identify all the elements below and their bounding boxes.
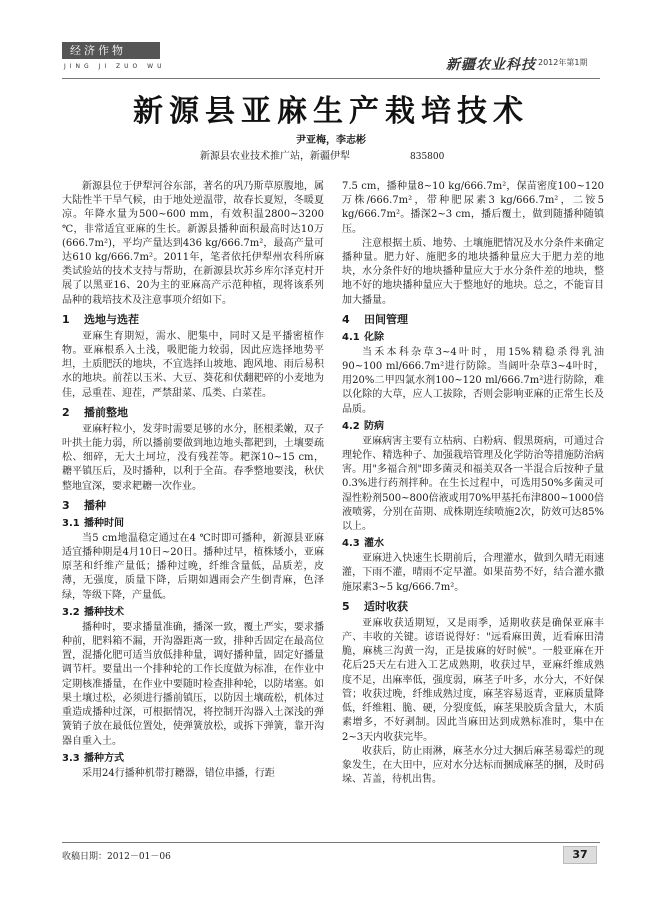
section-heading xyxy=(62,498,324,514)
body-paragraph: 亚麻籽粒小，发芽时需要足够的水分，胚根柔嫩，双子叶拱土能力弱，所以播前要做到地边地头都耙到，土壤要疏松、细碎，无大土坷垃，没有残茬等。耙深10~15 cm，耱平镇压后，及时播种，以利于全苗。春季整地要浅，秋伏整地宜深，要求耙耱一次作业。 xyxy=(62,423,324,492)
section-number: 3.2 xyxy=(62,606,80,618)
body-paragraph: 7.5 cm，播种量8~10 kg/666.7m²，保苗密度100~120万株/666.7m²，带种肥尿素3 kg/666.7m²，二铵5 kg/666.7m²。播深2~3 cm，播后覆土，做到随播种随镇压。 xyxy=(342,181,604,235)
right-column xyxy=(342,180,604,787)
section-heading xyxy=(342,536,604,551)
body-paragraph: 当禾本科杂草3~4叶时，用15%精稳杀得乳油90~100 ml/666.7m²进行防除。当阔叶杂草3~4叶时，用20%二甲四氯水剂100~120 ml/666.7m²进行防除，难以化除的大草，应人工拔除，否则会影响亚麻的正常生长及品质。 xyxy=(342,346,604,415)
section-heading-text: 播种时间 xyxy=(84,517,124,529)
section-number: 4.2 xyxy=(342,420,360,432)
body-paragraph: 当5 cm地温稳定通过在4 ℃时即可播种，新源县亚麻适宜播种期是4月10日~20日。播种过早，植株矮小，亚麻原茎和纤维产量低；播种过晚，纤维含量低，品质差，皮薄，无强度，质量下降，后期如遇雨会产生倒青麻，色泽绿，等级下降，产量低。 xyxy=(62,532,324,601)
section-heading xyxy=(342,312,604,328)
section-number: 3.1 xyxy=(62,517,80,529)
page-number: 37 xyxy=(563,846,597,864)
section-number: 3 xyxy=(62,498,70,512)
section-heading-text: 灌水 xyxy=(364,538,384,550)
body-paragraph: 亚麻收获适期短，又是雨季，适期收获是确保亚麻丰产、丰收的关键。谚语说得好："远看麻田黄，近看麻田清脆，麻桃三沟黄一沟，正是拔麻的好时候"。一般亚麻在开花后25天左右进入工艺成熟期，收获过早，亚麻纤维成熟度不足，出麻率低，强度弱，麻茎子叶多，水分大，不好保管；收获过晚，纤维成熟过度，麻茎容易返青，亚麻质量降低，纤维粗、脆、硬，分裂度低，麻茎果胶质含量大，木质素增多，不好剥制。因此当麻田达到成熟标准时，集中在2~3天内收获完毕。 xyxy=(342,617,604,743)
section-heading-text: 播种方式 xyxy=(84,752,124,764)
section-heading-text: 播前整地 xyxy=(84,405,128,419)
body-paragraph: 新源县位于伊犁河谷东部，著名的巩乃斯草原腹地，属大陆性半干旱气候，由于地处逆温带，故春长夏短，冬暖夏凉。年降水量为500~600 mm，有效积温2800~3200 ℃，非常适宜亚麻的生长。新源县播种面积最高时达10万(666.7m²)，平均产量达到436 kg/666.7m²，最高产量可达610 kg/666.7m²。2011年，笔者依托伊犁州农科所麻类试验站的技术支持与帮助，在新源县坎苏乡库尔泽克村开展了以黑亚16、20为主的亚麻高产示范种植，现将该系列品种的栽培技术及注意事项介绍如下。 xyxy=(62,181,324,306)
body-paragraph: 亚麻进入快速生长期前后，合理灌水，做到久晴无雨速灌，下雨不灌，晴雨不定早灌。如果苗势不好，结合灌水撒施尿素3~5 kg/666.7m²。 xyxy=(342,553,604,593)
section-heading-text: 田间管理 xyxy=(364,312,408,326)
body-paragraph: 亚麻病害主要有立枯病、白粉病、假黑斑病，可通过合理轮作、精选种子、加强栽培管理及化学防治等措施防治病害。用"多福合剂"即多菌灵和福美双各一半混合后按种子量0.3%进行药剂拌种。在生长过程中，可选用50%多菌灵可湿性粉剂500~800倍液或用70%甲基托布津800~1000倍液喷雾，分别在苗期、成株期连续喷施2次，防效可达85%以上。 xyxy=(342,435,604,533)
section-heading-text: 播种 xyxy=(84,498,106,512)
body-paragraph: 播种时，要求播量准确，播深一致，覆土严实，要求播种前，肥料箱不漏，开沟器距离一致，排种舌固定在最高位置，混播化肥可适当放低排种量，调好播种量，固定好播量调节杆。要量出一个排种轮的工作长度做为标准，在作业中定期核准播量，在作业中要随时检查排种轮，以防堵塞。如果土壤过松，必须进行播前镇压，以防因土壤疏松，机体过重造成播种过深，可根据情况，将控制开沟器入土深浅的弹簧销子放在最低位置处，使弹簧放松，或拆下弹簧，靠开沟器自重入土。 xyxy=(62,621,324,747)
issue-label: 2012年第1期 xyxy=(538,58,588,67)
section-number: 4.3 xyxy=(342,538,360,550)
section-heading xyxy=(62,405,324,421)
section-number: 4.1 xyxy=(342,331,360,343)
section-pinyin: JING JI ZUO WU xyxy=(64,63,166,70)
section-heading xyxy=(62,751,324,766)
article-authors: 尹亚梅，李志彬 xyxy=(296,135,366,146)
section-number: 3.3 xyxy=(62,752,80,764)
article-title: 新源县亚麻生产栽培技术 xyxy=(133,94,529,129)
section-heading-text: 适时收获 xyxy=(364,599,408,613)
section-heading-text: 播种技术 xyxy=(84,606,124,618)
section-heading xyxy=(342,419,604,434)
left-column xyxy=(62,180,324,781)
section-number: 2 xyxy=(62,405,70,419)
header-divider xyxy=(62,78,600,79)
body-paragraph: 注意根据土质、地势、土壤施肥情况及水分条件来确定播种量。肥力好、施肥多的地块播种量应大于肥力差的地块，水分条件好的地块播种量应大于水分条件差的地块，整地不好的地块播种量应大于整地好的地块。总之，不能盲目加大播量。 xyxy=(342,237,604,306)
section-number: 5 xyxy=(342,599,350,613)
article-postcode: 835800 xyxy=(410,152,445,162)
body-paragraph: 收获后，防止雨淋，麻茎水分过大捆后麻茎易霉烂的现象发生，在大田中，应对水分达标而捆成麻茎的捆，及时码垛、苫盖，待机出售。 xyxy=(342,745,604,786)
received-date: 收稿日期：2012－01－06 xyxy=(62,852,171,862)
section-heading xyxy=(62,605,324,620)
section-heading-text: 防病 xyxy=(364,420,384,432)
section-number: 4 xyxy=(342,312,350,326)
body-paragraph: 采用24行播种机带打耱器，错位串播，行距 xyxy=(82,767,275,779)
section-heading-text: 选地与选茬 xyxy=(84,312,139,326)
article-affiliation: 新源县农业技术推广站，新疆伊犁 xyxy=(200,151,350,162)
section-heading xyxy=(62,516,324,531)
page-header xyxy=(0,0,662,80)
body-paragraph: 亚麻生育期短，需水、肥集中，同时又是平播密植作物。亚麻根系入土浅，吸肥能力较弱，因此应选择地势平坦，土质肥沃的地块，不宜选择山坡地、跑风地、雨后易积水的地块。前茬以玉米、大豆、葵花和伏翻耙碎的小麦地为佳，忌重茬、迎茬，严禁甜菜、瓜类、白菜茬。 xyxy=(62,330,324,399)
section-number: 1 xyxy=(62,312,70,326)
footer-divider xyxy=(62,842,600,843)
section-tag: 经济作物 xyxy=(62,42,160,59)
section-heading xyxy=(62,312,324,328)
journal-name: 新疆农业科技 xyxy=(446,57,536,73)
section-heading xyxy=(342,330,604,345)
section-heading xyxy=(342,599,604,615)
section-heading-text: 化除 xyxy=(364,331,384,343)
